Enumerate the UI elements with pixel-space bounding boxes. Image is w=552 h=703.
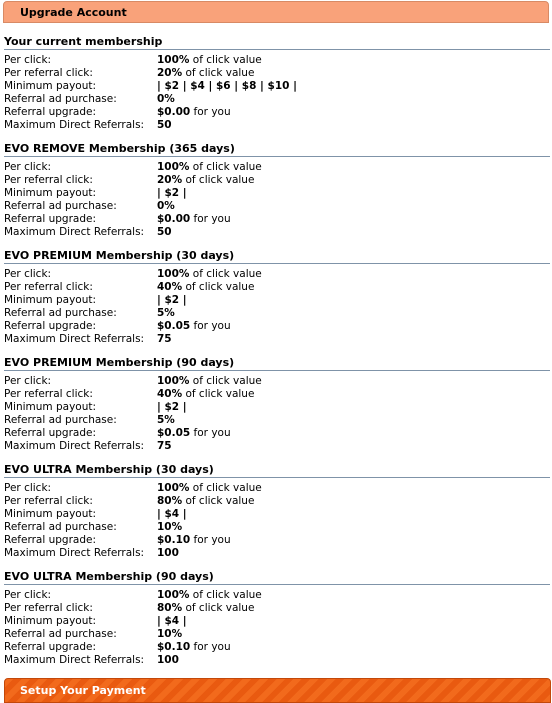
detail-label: Minimum payout:	[4, 401, 97, 413]
detail-row-referral-ad-purchase	[4, 521, 550, 534]
detail-row-per-referral-click	[4, 495, 550, 508]
detail-value: 80% of click value	[157, 602, 255, 614]
detail-row-referral-ad-purchase	[4, 200, 550, 213]
membership-section-evo-premium-90	[4, 356, 550, 453]
detail-value: | $4 |	[157, 508, 187, 520]
detail-row-max-direct-referrals	[4, 119, 550, 132]
detail-label: Per click:	[4, 482, 52, 494]
detail-row-per-click	[4, 54, 550, 67]
detail-value: 10%	[157, 521, 183, 533]
detail-label: Referral upgrade:	[4, 534, 96, 546]
detail-label: Minimum payout:	[4, 187, 97, 199]
detail-row-minimum-payout	[4, 615, 550, 628]
detail-row-referral-upgrade	[4, 534, 550, 547]
detail-value: 100	[157, 654, 179, 666]
detail-row-max-direct-referrals	[4, 226, 550, 239]
detail-row-per-referral-click	[4, 281, 550, 294]
detail-value: $0.05 for you	[157, 427, 231, 439]
detail-row-per-referral-click	[4, 174, 550, 187]
detail-value: $0.00 for you	[157, 213, 231, 225]
detail-row-per-click	[4, 375, 550, 388]
detail-value: 50	[157, 119, 172, 131]
detail-row-referral-upgrade	[4, 106, 550, 119]
detail-row-minimum-payout	[4, 401, 550, 414]
detail-label: Per click:	[4, 375, 52, 387]
detail-label: Per click:	[4, 54, 52, 66]
detail-label: Referral ad purchase:	[4, 307, 117, 319]
detail-value: 100% of click value	[157, 161, 262, 173]
section-title: Your current membership	[4, 35, 550, 50]
detail-label: Per referral click:	[4, 67, 93, 79]
detail-label: Per click:	[4, 268, 52, 280]
setup-payment-header[interactable]	[4, 678, 551, 703]
detail-label: Referral ad purchase:	[4, 200, 117, 212]
setup-payment-title: Setup Your Payment	[20, 684, 146, 697]
detail-label: Referral upgrade:	[4, 641, 96, 653]
section-title: EVO ULTRA Membership (90 days)	[4, 570, 550, 585]
detail-value: 0%	[157, 93, 175, 105]
detail-label: Minimum payout:	[4, 294, 97, 306]
upgrade-account-header	[3, 1, 549, 23]
detail-value: $0.05 for you	[157, 320, 231, 332]
detail-row-referral-ad-purchase	[4, 307, 550, 320]
detail-label: Maximum Direct Referrals:	[4, 226, 145, 238]
detail-row-referral-upgrade	[4, 641, 550, 654]
detail-row-referral-ad-purchase	[4, 93, 550, 106]
detail-value: 20% of click value	[157, 174, 255, 186]
detail-label: Maximum Direct Referrals:	[4, 440, 145, 452]
detail-row-referral-upgrade	[4, 320, 550, 333]
membership-section-evo-ultra-90	[4, 570, 550, 667]
detail-label: Referral upgrade:	[4, 427, 96, 439]
detail-value: 100% of click value	[157, 54, 262, 66]
detail-value: | $2 | $4 | $6 | $8 | $10 |	[157, 80, 297, 92]
detail-label: Per referral click:	[4, 602, 93, 614]
detail-value: 40% of click value	[157, 388, 255, 400]
detail-value: 20% of click value	[157, 67, 255, 79]
detail-value: 75	[157, 333, 172, 345]
detail-row-referral-ad-purchase	[4, 414, 550, 427]
membership-section-evo-ultra-30	[4, 463, 550, 560]
detail-row-per-referral-click	[4, 67, 550, 80]
detail-label: Maximum Direct Referrals:	[4, 333, 145, 345]
detail-label: Per referral click:	[4, 174, 93, 186]
membership-section-current	[4, 35, 550, 132]
detail-value: 50	[157, 226, 172, 238]
detail-label: Maximum Direct Referrals:	[4, 119, 145, 131]
detail-value: 100% of click value	[157, 268, 262, 280]
detail-row-minimum-payout	[4, 294, 550, 307]
detail-value: 40% of click value	[157, 281, 255, 293]
detail-row-per-click	[4, 268, 550, 281]
detail-value: $0.00 for you	[157, 106, 231, 118]
detail-row-per-click	[4, 589, 550, 602]
detail-value: $0.10 for you	[157, 534, 231, 546]
detail-value: | $2 |	[157, 187, 187, 199]
detail-value: | $2 |	[157, 401, 187, 413]
detail-value: 100	[157, 547, 179, 559]
detail-label: Referral ad purchase:	[4, 93, 117, 105]
detail-row-referral-ad-purchase	[4, 628, 550, 641]
detail-row-per-click	[4, 161, 550, 174]
detail-label: Minimum payout:	[4, 615, 97, 627]
detail-label: Minimum payout:	[4, 508, 97, 520]
detail-row-minimum-payout	[4, 187, 550, 200]
detail-value: 10%	[157, 628, 183, 640]
detail-label: Per click:	[4, 589, 52, 601]
detail-label: Referral upgrade:	[4, 320, 96, 332]
detail-label: Referral upgrade:	[4, 106, 96, 118]
detail-label: Referral ad purchase:	[4, 628, 117, 640]
detail-value: 0%	[157, 200, 175, 212]
detail-label: Per referral click:	[4, 388, 93, 400]
section-title: EVO ULTRA Membership (30 days)	[4, 463, 550, 478]
detail-label: Maximum Direct Referrals:	[4, 654, 145, 666]
detail-value: 5%	[157, 414, 175, 426]
detail-value: | $2 |	[157, 294, 187, 306]
detail-value: 80% of click value	[157, 495, 255, 507]
detail-label: Maximum Direct Referrals:	[4, 547, 145, 559]
membership-section-evo-premium-30	[4, 249, 550, 346]
detail-value: 100% of click value	[157, 589, 262, 601]
section-title: EVO PREMIUM Membership (90 days)	[4, 356, 550, 371]
detail-row-max-direct-referrals	[4, 654, 550, 667]
detail-label: Per referral click:	[4, 495, 93, 507]
detail-label: Referral ad purchase:	[4, 414, 117, 426]
detail-row-referral-upgrade	[4, 427, 550, 440]
detail-label: Per referral click:	[4, 281, 93, 293]
detail-row-per-click	[4, 482, 550, 495]
detail-row-per-referral-click	[4, 602, 550, 615]
detail-value: 75	[157, 440, 172, 452]
detail-value: $0.10 for you	[157, 641, 231, 653]
detail-row-max-direct-referrals	[4, 440, 550, 453]
upgrade-account-title: Upgrade Account	[20, 6, 127, 19]
detail-row-per-referral-click	[4, 388, 550, 401]
membership-section-evo-remove-365	[4, 142, 550, 239]
detail-row-minimum-payout	[4, 80, 550, 93]
detail-row-minimum-payout	[4, 508, 550, 521]
detail-label: Minimum payout:	[4, 80, 97, 92]
detail-value: 100% of click value	[157, 482, 262, 494]
detail-label: Referral ad purchase:	[4, 521, 117, 533]
section-title: EVO REMOVE Membership (365 days)	[4, 142, 550, 157]
detail-label: Referral upgrade:	[4, 213, 96, 225]
detail-value: 100% of click value	[157, 375, 262, 387]
detail-row-max-direct-referrals	[4, 333, 550, 346]
detail-row-max-direct-referrals	[4, 547, 550, 560]
detail-value: 5%	[157, 307, 175, 319]
section-title: EVO PREMIUM Membership (30 days)	[4, 249, 550, 264]
detail-row-referral-upgrade	[4, 213, 550, 226]
detail-value: | $4 |	[157, 615, 187, 627]
detail-label: Per click:	[4, 161, 52, 173]
